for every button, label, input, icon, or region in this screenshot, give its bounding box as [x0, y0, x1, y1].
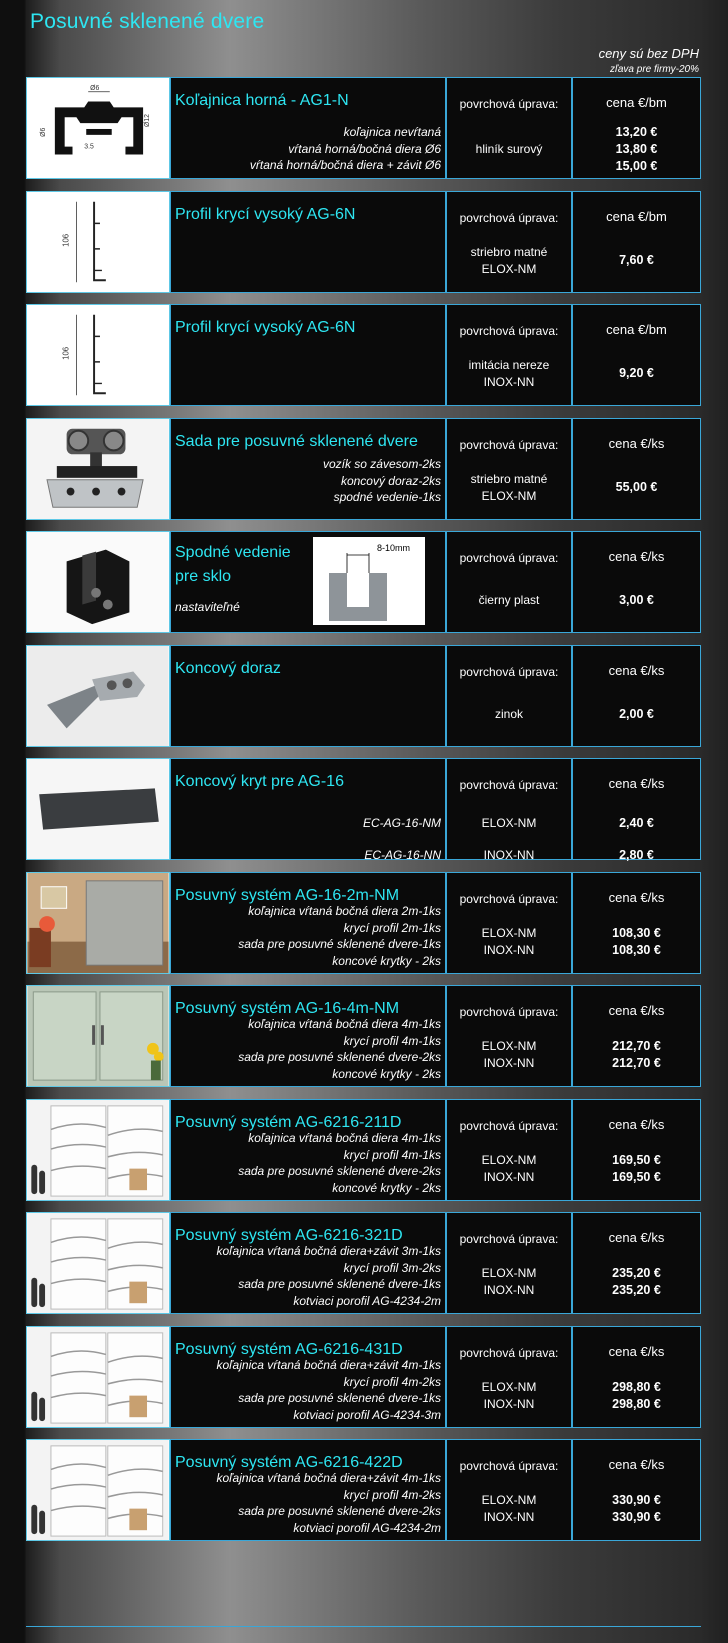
discount-note: zľava pre firmy-20%: [610, 64, 699, 75]
product-image: [26, 191, 170, 293]
surface-label: povrchová úprava:: [459, 1005, 559, 1019]
product-image: [26, 1099, 170, 1201]
price-cell: [572, 872, 701, 974]
surface-cell: [446, 191, 572, 293]
product-description-cell: [170, 872, 446, 974]
product-row: [26, 304, 701, 406]
product-row: [26, 758, 701, 860]
price-cell: [572, 191, 701, 293]
surface-cell: [446, 304, 572, 406]
surface-value: [447, 124, 571, 141]
price-value: 13,20 €: [615, 125, 658, 139]
surface-label: povrchová úprava:: [459, 97, 559, 111]
product-content-line: krycí profil 4m-2ks: [343, 1374, 441, 1389]
price-values: [573, 1492, 700, 1526]
product-name-line2: pre sklo: [175, 568, 232, 585]
product-content-line: sada pre posuvné sklenené dvere-1ks: [238, 937, 441, 951]
product-row: [26, 77, 701, 179]
product-content-line: EC-AG-16-NN: [364, 848, 441, 862]
product-contents: [250, 124, 441, 174]
price-label: cena €/bm: [606, 95, 667, 110]
vat-note: ceny sú bez DPH: [598, 46, 699, 61]
price-value: 169,50 €: [612, 1153, 661, 1167]
product-contents: [323, 456, 441, 506]
price-cell: [572, 758, 701, 860]
product-content-line: EC-AG-16-NM: [362, 816, 441, 830]
product-contents: [217, 1357, 442, 1423]
product-content-line: koncové krytky - 2ks: [332, 1066, 441, 1081]
product-row: [26, 1439, 701, 1541]
surface-values: [447, 1038, 571, 1072]
product-name: Profil krycí vysoký AG-6N: [175, 319, 356, 336]
svg-text:Ø6: Ø6: [40, 127, 48, 137]
price-label: cena €/ks: [608, 1003, 665, 1018]
product-contents: [363, 807, 441, 871]
surface-label: povrchová úprava:: [459, 665, 559, 679]
product-description-cell: [170, 758, 446, 860]
price-values: [573, 479, 700, 496]
svg-text:106: 106: [61, 233, 71, 247]
surface-value: INOX-NN: [483, 1056, 535, 1070]
product-image: [26, 872, 170, 974]
price-value: 55,00 €: [615, 480, 658, 494]
product-contents: [238, 1130, 441, 1196]
product-description-cell: [170, 1326, 446, 1428]
price-value: 235,20 €: [612, 1283, 661, 1297]
surface-value: ELOX-NM: [481, 816, 537, 830]
surface-value: ELOX-NM: [481, 489, 537, 503]
price-values: [573, 1265, 700, 1299]
surface-value: ELOX-NM: [481, 1380, 537, 1394]
product-content-line: vŕtaná horná/bočná diera Ø6: [288, 141, 441, 156]
price-value: 169,50 €: [612, 1170, 661, 1184]
product-content-line: krycí profil 3m-2ks: [343, 1260, 441, 1275]
price-values: [573, 1152, 700, 1186]
product-image: [26, 645, 170, 747]
price-cell: [572, 1439, 701, 1541]
surface-values: [447, 1152, 571, 1186]
product-content-line: kotviaci porofil AG-4234-2m: [293, 1520, 441, 1535]
surface-values: [447, 124, 571, 158]
price-values: [573, 365, 700, 382]
price-value: 2,40 €: [619, 816, 654, 830]
price-cell: [572, 1212, 701, 1314]
surface-cell: [446, 531, 572, 633]
surface-cell: [446, 1099, 572, 1201]
product-name: Spodné vedenie: [175, 544, 291, 561]
product-content-line: sada pre posuvné sklenené dvere-2ks: [238, 1164, 441, 1178]
product-description-cell: [170, 1439, 446, 1541]
product-name: Koncový kryt pre AG-16: [175, 773, 344, 790]
surface-value: ELOX-NM: [481, 926, 537, 940]
price-values: [573, 925, 700, 959]
surface-value: INOX-NN: [483, 1170, 535, 1184]
surface-value: ELOX-NM: [481, 1039, 537, 1053]
product-content-line: krycí profil 4m-1ks: [343, 1147, 441, 1162]
price-value: 212,70 €: [612, 1039, 661, 1053]
surface-values: [447, 807, 571, 871]
surface-values: [447, 592, 571, 609]
price-label: cena €/ks: [608, 776, 665, 791]
price-label: cena €/ks: [608, 1117, 665, 1132]
surface-label: povrchová úprava:: [459, 778, 559, 792]
surface-value: ELOX-NM: [481, 262, 537, 276]
price-label: cena €/bm: [606, 209, 667, 224]
surface-cell: [446, 758, 572, 860]
product-name: Koncový doraz: [175, 660, 281, 677]
surface-value: INOX-NN: [483, 1510, 535, 1524]
product-description-cell: [170, 77, 446, 179]
price-value: 298,80 €: [612, 1397, 661, 1411]
surface-label: povrchová úprava:: [459, 892, 559, 906]
product-row: [26, 985, 701, 1087]
surface-cell: [446, 645, 572, 747]
price-values: [573, 807, 700, 871]
product-description-cell: [170, 1212, 446, 1314]
price-value: 108,30 €: [612, 926, 661, 940]
product-contents: [217, 1243, 442, 1309]
surface-value: hliník surový: [475, 142, 543, 156]
price-label: cena €/ks: [608, 1230, 665, 1245]
product-description-cell: [170, 191, 446, 293]
bottom-divider: [26, 1626, 701, 1627]
svg-text:106: 106: [61, 346, 71, 360]
product-name: Posuvný systém AG-6216-422D: [175, 1454, 403, 1471]
product-row: [26, 1326, 701, 1428]
surface-value: ELOX-NM: [481, 1493, 537, 1507]
product-content-line: sada pre posuvné sklenené dvere-1ks: [238, 1391, 441, 1405]
product-content-line: koľajnica vŕtaná bočná diera 2m-1ks: [248, 904, 441, 918]
surface-value: INOX-NN: [483, 1283, 535, 1297]
surface-values: [447, 925, 571, 959]
product-name: Posuvný systém AG-6216-321D: [175, 1227, 403, 1244]
price-value: 298,80 €: [612, 1380, 661, 1394]
surface-values: [447, 471, 571, 505]
price-label: cena €/ks: [608, 890, 665, 905]
product-image: [26, 77, 170, 179]
surface-cell: [446, 77, 572, 179]
price-cell: [572, 1326, 701, 1428]
surface-cell: [446, 1439, 572, 1541]
surface-value: ELOX-NM: [481, 1153, 537, 1167]
product-image: [26, 418, 170, 520]
product-image: [26, 1326, 170, 1428]
svg-text:Ø6: Ø6: [90, 84, 100, 92]
surface-value: zinok: [494, 707, 523, 721]
surface-values: [447, 1265, 571, 1299]
product-name: Posuvný systém AG-6216-431D: [175, 1341, 403, 1358]
surface-cell: [446, 985, 572, 1087]
product-name: Posuvný systém AG-6216-211D: [175, 1114, 402, 1131]
price-label: cena €/ks: [608, 663, 665, 678]
surface-label: povrchová úprava:: [459, 211, 559, 225]
price-label: cena €/bm: [606, 322, 667, 337]
product-contents: [217, 1470, 442, 1536]
product-image: [26, 985, 170, 1087]
price-values: [573, 1379, 700, 1413]
surface-value: INOX-NN: [483, 943, 535, 957]
product-content-line: sada pre posuvné sklenené dvere-1ks: [238, 1277, 441, 1291]
surface-value: INOX-NN: [483, 1397, 535, 1411]
product-row: [26, 645, 701, 747]
price-cell: [572, 304, 701, 406]
price-value: 108,30 €: [612, 943, 661, 957]
product-row: [26, 531, 701, 633]
surface-cell: [446, 418, 572, 520]
surface-value: INOX-NN: [483, 375, 535, 389]
product-content-line: krycí profil 4m-1ks: [343, 1033, 441, 1048]
product-row: [26, 418, 701, 520]
product-description-cell: [170, 418, 446, 520]
product-content-line: sada pre posuvné sklenené dvere-2ks: [238, 1050, 441, 1064]
price-value: 235,20 €: [612, 1266, 661, 1280]
surface-values: [447, 1379, 571, 1413]
product-image: [26, 304, 170, 406]
price-value: 2,80 €: [619, 848, 654, 862]
surface-values: [447, 244, 571, 278]
product-content-line: sada pre posuvné sklenené dvere-2ks: [238, 1504, 441, 1518]
price-label: cena €/ks: [608, 1344, 665, 1359]
surface-label: povrchová úprava:: [459, 1459, 559, 1473]
surface-label: povrchová úprava:: [459, 324, 559, 338]
product-content-line: koľajnica vŕtaná bočná diera+závit 4m-1ks: [216, 1358, 441, 1372]
product-image: [26, 1212, 170, 1314]
surface-label: povrchová úprava:: [459, 551, 559, 565]
product-content-line: vŕtaná horná/bočná diera + závit Ø6: [249, 158, 441, 172]
price-cell: [572, 1099, 701, 1201]
product-content-line: krycí profil 2m-1ks: [343, 920, 441, 935]
surface-value: striebro matné: [470, 472, 548, 486]
product-content-line: koncový doraz-2ks: [340, 473, 441, 488]
price-values: [573, 252, 700, 269]
price-value: 2,00 €: [619, 707, 654, 721]
price-values: [573, 592, 700, 609]
price-value: 15,00 €: [615, 159, 658, 173]
surface-cell: [446, 1212, 572, 1314]
product-image: [26, 758, 170, 860]
surface-value: ELOX-NM: [481, 1266, 537, 1280]
price-cell: [572, 418, 701, 520]
price-values: [573, 706, 700, 723]
price-value: 3,00 €: [619, 593, 654, 607]
price-value: 9,20 €: [619, 366, 654, 380]
surface-cell: [446, 1326, 572, 1428]
price-cell: [572, 77, 701, 179]
product-content-line: spodné vedenie-1ks: [333, 490, 441, 504]
product-name: Profil krycí vysoký AG-6N: [175, 206, 356, 223]
product-content-line: koľajnica vŕtaná bočná diera 4m-1ks: [248, 1131, 441, 1145]
surface-value: INOX-NN: [483, 848, 535, 862]
surface-values: [447, 357, 571, 391]
price-cell: [572, 531, 701, 633]
surface-value: čierny plast: [478, 593, 540, 607]
product-name: Posuvný systém AG-16-2m-NM: [175, 887, 400, 904]
price-value: 212,70 €: [612, 1056, 661, 1070]
product-note: nastaviteľné: [175, 600, 240, 614]
price-value: 7,60 €: [619, 253, 654, 267]
product-row: [26, 1212, 701, 1314]
product-content-line: krycí profil 4m-2ks: [343, 1487, 441, 1502]
price-label: cena €/ks: [608, 549, 665, 564]
price-label: cena €/ks: [608, 1457, 665, 1472]
product-contents: [238, 1016, 441, 1082]
surface-label: povrchová úprava:: [459, 1346, 559, 1360]
product-content-line: vozík so závesom-2ks: [322, 457, 441, 471]
dimension-label: 8-10mm: [377, 543, 411, 553]
left-edge-bar: [0, 0, 24, 1643]
svg-text:Ø12: Ø12: [143, 114, 151, 128]
product-content-line: koľajnica vŕtaná bočná diera+závit 3m-1ks: [216, 1244, 441, 1258]
price-cell: [572, 645, 701, 747]
product-content-line: koľajnica nevŕtaná: [343, 125, 441, 139]
price-label: cena €/ks: [608, 436, 665, 451]
price-cell: [572, 985, 701, 1087]
product-name: Koľajnica horná - AG1-N: [175, 92, 349, 109]
surface-values: [447, 1492, 571, 1526]
surface-label: povrchová úprava:: [459, 1119, 559, 1133]
surface-value: striebro matné: [470, 245, 548, 259]
surface-cell: [446, 872, 572, 974]
product-image: [26, 531, 170, 633]
product-content-line: koľajnica vŕtaná bočná diera+závit 4m-1ks: [216, 1471, 441, 1485]
surface-label: povrchová úprava:: [459, 438, 559, 452]
price-value: 330,90 €: [612, 1493, 661, 1507]
product-description-cell: [170, 985, 446, 1087]
product-content-line: koncové krytky - 2ks: [332, 953, 441, 968]
product-image: [26, 1439, 170, 1541]
product-contents: [238, 903, 441, 969]
product-description-cell: [170, 1099, 446, 1201]
page-title: Posuvné sklenené dvere: [30, 10, 265, 33]
price-value: 13,80 €: [615, 142, 658, 156]
svg-text:3.5: 3.5: [84, 143, 94, 151]
surface-label: povrchová úprava:: [459, 1232, 559, 1246]
product-description-cell: [170, 304, 446, 406]
product-content-line: koľajnica vŕtaná bočná diera 4m-1ks: [248, 1017, 441, 1031]
product-row: [26, 1099, 701, 1201]
product-description-cell: [170, 645, 446, 747]
product-name: Posuvný systém AG-16-4m-NM: [175, 1000, 400, 1017]
product-content-line: kotviaci porofil AG-4234-3m: [293, 1407, 441, 1422]
price-values: [573, 124, 700, 175]
product-row: [26, 191, 701, 293]
surface-values: [447, 706, 571, 723]
product-description-cell: [170, 531, 446, 633]
product-content-line: koncové krytky - 2ks: [332, 1180, 441, 1195]
price-value: 330,90 €: [612, 1510, 661, 1524]
dimension-drawing: [313, 537, 425, 625]
product-row: [26, 872, 701, 974]
surface-value: imitácia nereze: [468, 358, 550, 372]
product-content-line: kotviaci porofil AG-4234-2m: [293, 1293, 441, 1308]
product-name: Sada pre posuvné sklenené dvere: [175, 433, 418, 450]
price-values: [573, 1038, 700, 1072]
